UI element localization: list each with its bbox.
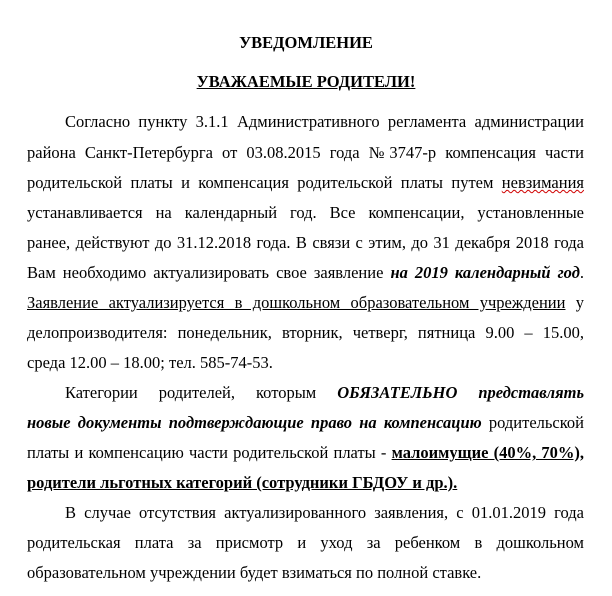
text-fragment: Категории родителей, которым xyxy=(65,383,338,402)
text-line: образовательном учреждении будет взиматься по полной ставке. xyxy=(27,563,482,582)
emphasis-low-income: малоимущие (40%, 70%), xyxy=(391,443,584,462)
underlined-text: Заявление актуализируется в дошкольном образовательном учреждении xyxy=(27,293,566,312)
text-line: родительская плата за присмотр и уход за ребенком в дошкольном xyxy=(27,533,584,552)
emphasis-documents: новые документы подтверждающие право на компенсацию xyxy=(27,413,482,432)
text-line xyxy=(27,383,584,403)
text-line xyxy=(27,413,584,433)
text-line: В случае отсутствия актуализированного заявления, с 01.01.2019 года xyxy=(65,503,584,522)
notice-subtitle: УВАЖАЕМЫЕ РОДИТЕЛИ! xyxy=(196,72,416,91)
emphasis-text: представлять xyxy=(478,383,585,402)
text-line: ранее, действуют до 31.12.2018 года. В связи с этим, до 31 декабря 2018 года xyxy=(27,233,584,252)
emphasis-mandatory: ОБЯЗАТЕЛЬНО xyxy=(337,383,458,402)
text-line: Согласно пункту 3.1.1 Административного регламента администрации xyxy=(65,112,584,131)
text-line: родители льготных категорий (сотрудники ГБДОУ и др.). xyxy=(27,473,458,492)
text-fragment: Вам необходимо актуализировать свое заявление xyxy=(27,263,391,282)
text-fragment: родительской платы и компенсация родительской платы путем xyxy=(27,173,502,192)
text-fragment: . xyxy=(579,263,585,282)
text-line xyxy=(27,173,584,193)
text-fragment: платы и компенсацию части родительской платы - xyxy=(27,443,392,462)
text-line: среда 12.00 – 18.00; тел. 585-74-53. xyxy=(27,353,273,372)
text-line xyxy=(27,293,584,313)
text-line: делопроизводителя: понедельник, вторник, четверг, пятница 9.00 – 15.00, xyxy=(27,323,584,342)
emphasis-year: на 2019 календарный год xyxy=(390,263,580,282)
notice-title: УВЕДОМЛЕНИЕ xyxy=(239,33,373,52)
text-fragment: у xyxy=(565,293,585,312)
text-line xyxy=(27,263,584,283)
spellcheck-word: невзимания xyxy=(501,173,584,192)
text-fragment: родительской xyxy=(481,413,585,432)
text-line: устанавливается на календарный год. Все компенсации, установленные xyxy=(27,203,584,222)
text-line xyxy=(27,443,584,463)
text-line: района Санкт-Петербурга от 03.08.2015 года №3747-р компенсация части xyxy=(27,143,584,162)
